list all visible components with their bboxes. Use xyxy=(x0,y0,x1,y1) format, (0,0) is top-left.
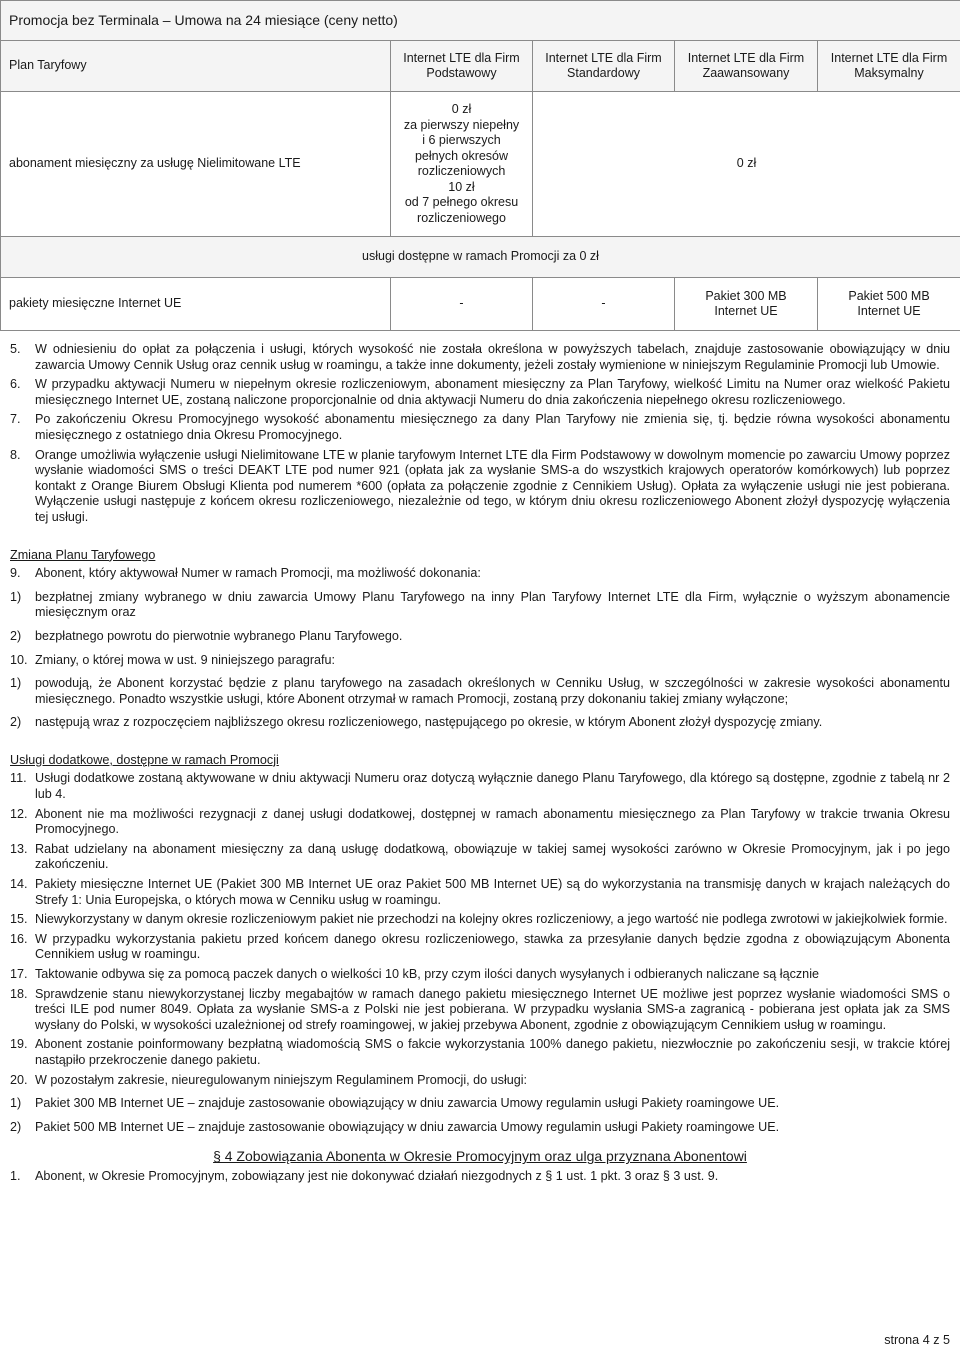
plan-header-maximum: Internet LTE dla Firm Maksymalny xyxy=(818,41,960,92)
package-basic: - xyxy=(391,278,533,331)
paragraph-12: 12. Abonent nie ma możliwości rezygnacji z danej usługi dodatkowej, dostępnej w ramach abonamentu miesięcznego za Plan Taryfowy w trakcie trwania Okresu Promocyjnego. xyxy=(10,806,950,837)
services-label: usługi dostępne w ramach Promocji za 0 zł xyxy=(1,237,960,278)
paragraph-15: 15. Niewykorzystany w danym okresie rozliczeniowym pakiet nie przechodzi na kolejny okres rozliczeniowy, a jego wartość nie podlega zwrotowi w jakiejkolwiek formie. xyxy=(10,912,948,927)
fee-label: abonament miesięczny za usługę Nielimitowane LTE xyxy=(1,92,391,237)
plan-header-advanced: Internet LTE dla Firm Zaawansowany xyxy=(675,41,818,92)
paragraph-9-item-2: 2) bezpłatnego powrotu do pierwotnie wybranego Planu Taryfowego. xyxy=(10,628,403,643)
heading-change-plan: Zmiana Planu Taryfowego xyxy=(10,547,156,562)
page-number: strona 4 z 5 xyxy=(884,1333,950,1347)
paragraph-20-item-2: 2) Pakiet 500 MB Internet UE – znajduje zastosowanie obowiązujący w dniu zawarcia Umowy regulamin usługi Pakiety roamingowe UE. xyxy=(10,1119,780,1134)
package-maximum: Pakiet 500 MB Internet UE xyxy=(818,278,960,331)
paragraph-6: 6. W przypadku aktywacji Numeru w niepełnym okresie rozliczeniowym, abonament miesięczny za Plan Taryfowy, wielkość Limitu na Numer oraz wielkość Pakietu miesięcznego Internet UE, zostaną naliczone proporcjonalnie od dnia aktywacji Numeru do dnia zakończenia niepełnego okresu rozliczeniowego. xyxy=(10,377,950,407)
paragraph-20-item-1: 1) Pakiet 300 MB Internet UE – znajduje zastosowanie obowiązujący w dniu zawarcia Umowy regulamin usługi Pakiety roamingowe UE. xyxy=(10,1096,780,1111)
paragraph-11: 11. Usługi dodatkowe zostaną aktywowane w dniu aktywacji Numeru oraz dotyczą wyłącznie danego Planu Taryfowego, dla którego są dostępne, zgodnie z tabelą nr 2 lub 4. xyxy=(10,771,950,802)
paragraph-9-item-1: 1) bezpłatnej zmiany wybranego w dniu zawarcia Umowy Planu Taryfowego na inny Plan Taryfowy Internet LTE dla Firm, wyłącznie o wyższym abonamencie miesięcznym oraz xyxy=(10,589,950,620)
fee-other-plans: 0 zł xyxy=(533,92,960,237)
paragraph-13: 13. Rabat udzielany na abonament miesięczny za daną usługę dodatkową, obowiązuje w takiej samej wysokości zarówno w Okresie Promocyjnym, jak i po jego zakończeniu. xyxy=(10,841,950,872)
plan-header-label: Plan Taryfowy xyxy=(1,41,391,92)
paragraph-8: 8. Orange umożliwia wyłączenie usługi Nielimitowane LTE w planie taryfowym Internet LTE dla Firm Podstawowy w dowolnym momencie po zawarciu Umowy poprzez wysłanie wiadomości SMS o treści DEAKT LTE pod numer 921 (opłata jak za wysłanie SMS-a do wszystkich krajowych operatorów komórkowych) lub poprzez kontakt z Orange Biurem Obsługi Klienta pod numerem *600 (opłata za połączenie zgodnie z Cennikiem Usług). Opłata za wyłączenie usługi nie jest pobierana. Wyłączenie usługi następuje z końcem okresu rozliczeniowego, niezależnie od tego, w którym dniu okresu rozliczeniowego Abonent złożył dyspozycję wyłączenia tej usługi. xyxy=(10,447,950,524)
plan-header-basic: Internet LTE dla Firm Podstawowy xyxy=(391,41,533,92)
paragraph-9: 9. Abonent, który aktywował Numer w ramach Promocji, ma możliwość dokonania: xyxy=(10,566,481,581)
heading-extra-services: Usługi dodatkowe, dostępne w ramach Promocji xyxy=(10,752,279,767)
package-advanced: Pakiet 300 MB Internet UE xyxy=(675,278,818,331)
fee-basic: 0 zł za pierwszy niepełny i 6 pierwszych pełnych okresów rozliczeniowych 10 zł od 7 pełnego okresu rozliczeniowego xyxy=(391,92,533,237)
section-4-heading: § 4 Zobowiązania Abonenta w Okresie Promocyjnym oraz ulga przyznana Abonentowi xyxy=(213,1148,747,1165)
packages-label: pakiety miesięczne Internet UE xyxy=(1,278,391,331)
section-4-paragraph-1: 1. Abonent, w Okresie Promocyjnym, zobowiązany jest nie dokonywać działań niezgodnych z § 1 ust. 1 pkt. 3 oraz § 3 ust. 9. xyxy=(10,1168,719,1183)
plan-header-standard: Internet LTE dla Firm Standardowy xyxy=(533,41,675,92)
paragraph-14: 14. Pakiety miesięczne Internet UE (Pakiet 300 MB Internet UE oraz Pakiet 500 MB Internet UE) są do wykorzystania na transmisję danych w krajach należących do Strefy 1: Unia Europejska, o których mowa w Cenniku usług w roamingu. xyxy=(10,877,950,907)
paragraph-19: 19. Abonent zostanie poinformowany bezpłatną wiadomością SMS o fakcie wykorzystania 100% danego pakietu, niezwłocznie po zakończeniu sesji, w trakcie której nastąpiło przekroczenie danego pakietu. xyxy=(10,1037,950,1067)
table-title: Promocja bez Terminala – Umowa na 24 miesiące (ceny netto) xyxy=(1,1,960,41)
paragraph-17: 17. Taktowanie odbywa się za pomocą paczek danych o wielkości 10 kB, przy czym ilości danych wysyłanych i odbieranych naliczane są łącznie xyxy=(10,967,819,981)
package-standard: - xyxy=(533,278,675,331)
paragraph-10-item-1: 1) powodują, że Abonent korzystać będzie z planu taryfowego na zasadach określonych w Cenniku Usług, w szczególności w zakresie wysokości abonamentu miesięcznego. Ponadto wszystkie usługi, które Abonent otrzymał w ramach Promocji, zostaną przy dokonaniu takiej zmiany wyłączone; xyxy=(10,676,950,706)
paragraph-10-item-2: 2) następują wraz z rozpoczęciem najbliższego okresu rozliczeniowego, następującego po okresie, w którym Abonent złożył dyspozycję zmiany. xyxy=(10,715,823,730)
paragraph-10: 10. Zmiany, o której mowa w ust. 9 niniejszego paragrafu: xyxy=(10,652,336,667)
paragraph-18: 18. Sprawdzenie stanu niewykorzystanej liczby megabajtów w ramach danego pakietu miesięcznego Internet UE możliwe jest poprzez wysłanie wiadomości SMS o treści ILE pod numer 8049. Opłata za wysłanie SMS-a z Polski nie jest pobierana. W przypadku wysłania SMS-a zagranicą - pobierana jest opłata jak za SMS wysłany do Polski, w wysokości uzależnionej od strefy roamingowej, w jakiej przebywa Abonent, zgodnie z obowiązującym Cennikiem usług w roamingu. xyxy=(10,986,950,1032)
promotion-table xyxy=(0,0,960,331)
paragraph-20: 20. W pozostałym zakresie, nieuregulowanym niniejszym Regulaminem Promocji, do usługi: xyxy=(10,1072,528,1087)
document-body xyxy=(10,340,950,1185)
paragraph-7: 7. Po zakończeniu Okresu Promocyjnego wysokość abonamentu miesięcznego za dany Plan Taryfowy nie zmienia się, tj. będzie równa wysokości abonamentu miesięcznego z ostatniego dnia Okresu Promocyjnego. xyxy=(10,412,950,442)
paragraph-5: 5. W odniesieniu do opłat za połączenia i usługi, których wysokość nie została określona w powyższych tabelach, znajduje zastosowanie obowiązujący w dniu zawarcia Umowy Cennik Usług oraz cennik usług w roamingu, a także inne dokumenty, jeżeli zostały wymienione w niniejszym Regulaminie Promocji lub Umowie. xyxy=(10,342,950,372)
paragraph-16: 16. W przypadku wykorzystania pakietu przed końcem danego okresu rozliczeniowego, stawka za przesyłanie danych będzie zgodna z obowiązującym Abonenta Cennikiem usług w roamingu. xyxy=(10,931,950,962)
